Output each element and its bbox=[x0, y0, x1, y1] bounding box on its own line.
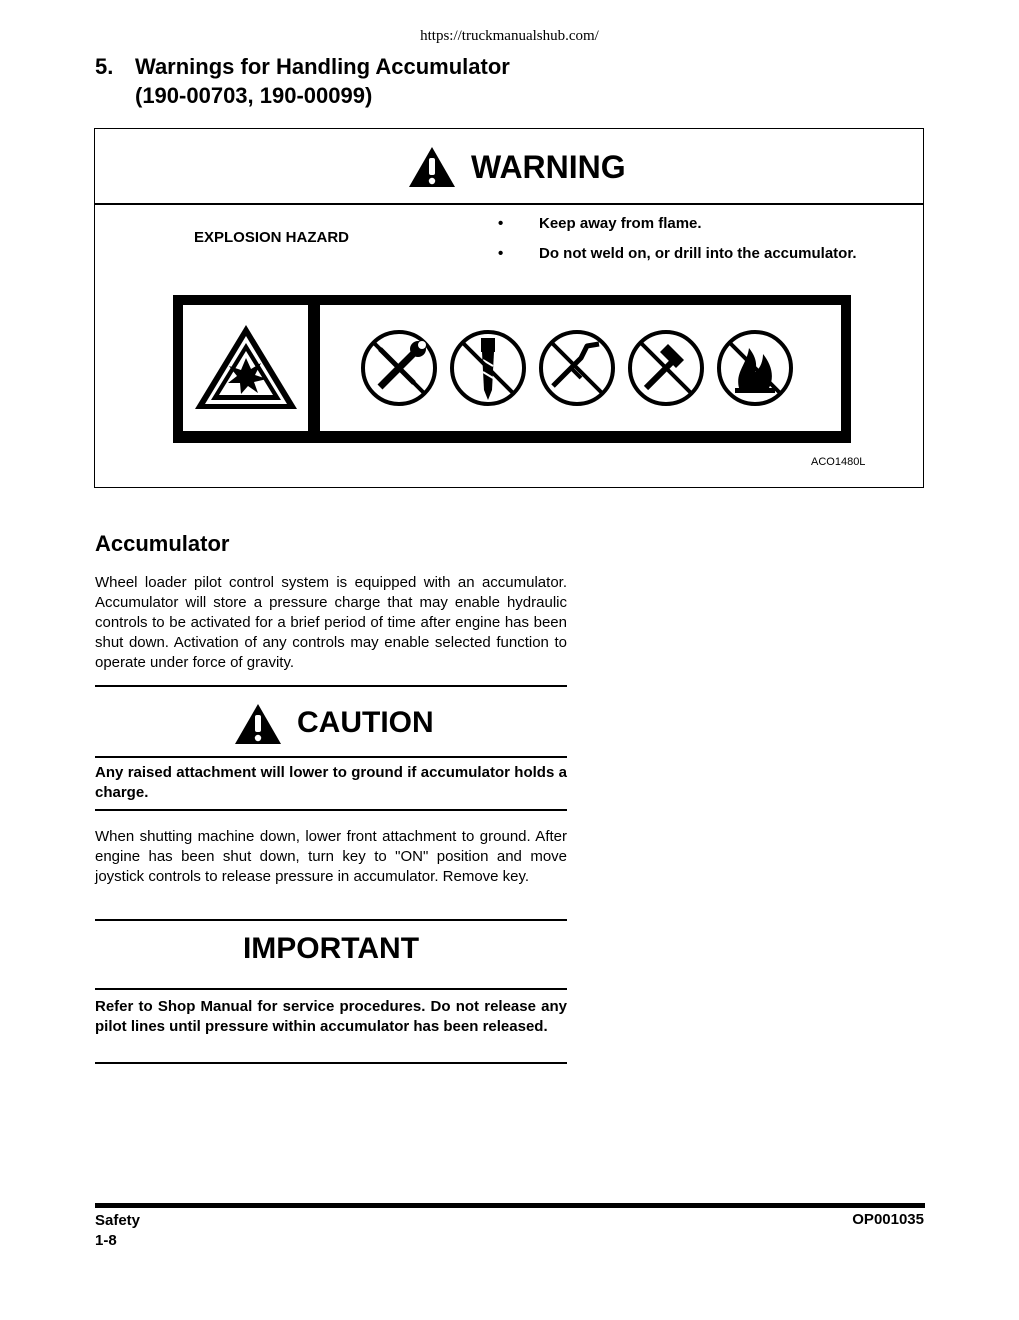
caution-mid-rule bbox=[95, 756, 567, 758]
important-statement: Refer to Shop Manual for service procedures. Do not release any pilot lines until pressure within accumulator has been released. bbox=[95, 998, 567, 1035]
warning-triangle-icon bbox=[408, 146, 456, 188]
important-bottom-rule bbox=[95, 1062, 567, 1064]
warning-bullet: • Keep away from flame. bbox=[495, 213, 857, 243]
accumulator-heading: Accumulator bbox=[95, 531, 230, 556]
important-mid-rule bbox=[95, 988, 567, 990]
caution-triangle-icon bbox=[234, 703, 282, 745]
no-flame-icon bbox=[719, 332, 791, 404]
figure-code: ACO1480L bbox=[811, 456, 866, 468]
hazard-decal bbox=[173, 295, 851, 443]
important-top-rule bbox=[95, 919, 567, 921]
hazard-label: EXPLOSION HAZARD bbox=[194, 229, 350, 246]
warning-header bbox=[95, 129, 923, 205]
no-wrench-icon bbox=[363, 332, 435, 404]
section-title-line2: (190-00703, 190-00099) bbox=[135, 83, 373, 108]
footer-doc-id: OP001035 bbox=[852, 1211, 924, 1228]
no-hammer-icon bbox=[630, 332, 702, 404]
warning-box bbox=[94, 128, 924, 488]
caution-top-rule bbox=[95, 685, 567, 687]
important-word: IMPORTANT bbox=[242, 932, 420, 965]
warning-bullet: • Do not weld on, or drill into the accumulator. bbox=[495, 243, 857, 273]
caution-statement: Any raised attachment will lower to ground if accumulator holds a charge. bbox=[95, 764, 567, 801]
source-url[interactable]: https://truckmanualshub.com/ bbox=[420, 28, 599, 44]
caution-instructions: When shutting machine down, lower front attachment to ground. After engine has been shut down, turn key to "ON" position and move joystick controls to release pressure in accumulator. Remove key. bbox=[95, 828, 567, 885]
footer-left bbox=[95, 1211, 140, 1251]
footer-rule bbox=[95, 1203, 925, 1208]
caution-word: CAUTION bbox=[297, 706, 434, 739]
accumulator-body: Wheel loader pilot control system is equipped with an accumulator. Accumulator will store a pressure charge that may enable hydraulic controls to be activated for a brief period of time after engine has been shut down. Activation of any controls may enable selected function to operate under force of gravity. bbox=[95, 574, 567, 671]
footer-section: Safety bbox=[95, 1212, 141, 1229]
warning-word: WARNING bbox=[471, 149, 626, 185]
no-drill-icon bbox=[452, 332, 524, 404]
no-welding-torch-icon bbox=[541, 332, 613, 404]
warning-bullets bbox=[495, 213, 857, 273]
caution-bottom-rule bbox=[95, 809, 567, 811]
section-title-line1: Warnings for Handling Accumulator bbox=[135, 54, 510, 79]
section-title bbox=[95, 52, 510, 110]
footer-page-number: 1-8 bbox=[95, 1232, 117, 1249]
section-number: 5. bbox=[95, 54, 114, 79]
